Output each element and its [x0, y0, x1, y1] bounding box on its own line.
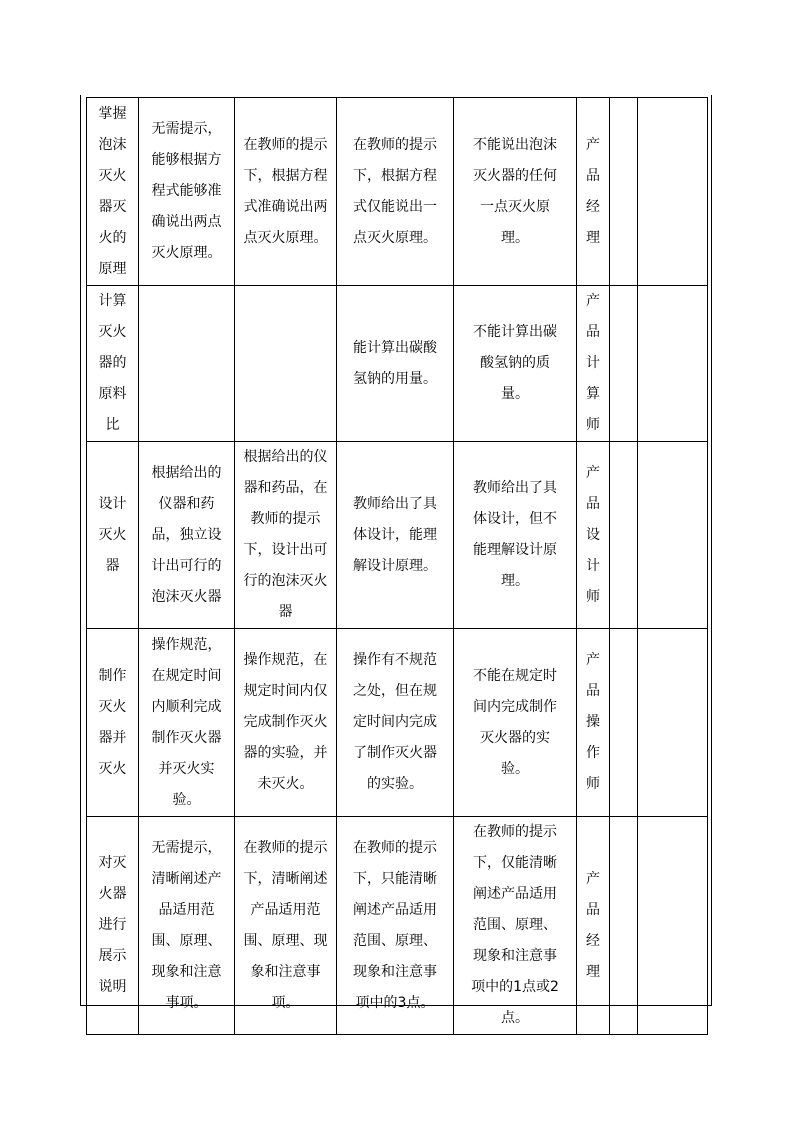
- blank-cell: [610, 98, 638, 286]
- level-b-cell: 根据给出的仪器和药品，在教师的提示下，设计出可行的泡沫灭火器: [235, 442, 337, 629]
- level-b-cell: 在教师的提示下，清晰阐述产品适用范围、原理、现象和注意事项。: [235, 817, 337, 1035]
- level-c-cell: 教师给出了具体设计，能理解设计原理。: [337, 442, 454, 629]
- level-d-cell: 教师给出了具体设计，但不能理解设计原理。: [454, 442, 577, 629]
- table-row: [87, 629, 708, 817]
- evaluation-rubric-table: [86, 97, 708, 1035]
- criterion-cell: 设计灭火器: [87, 442, 139, 629]
- level-c-cell: 在教师的提示下，只能清晰阐述产品适用范围、原理、现象和注意事项中的3点。: [337, 817, 454, 1035]
- table-row: [87, 98, 708, 286]
- role-cell: 产品经理: [577, 98, 610, 286]
- blank-cell: [638, 442, 708, 629]
- level-a-cell: 无需提示，能够根据方程式能够准确说出两点灭火原理。: [139, 98, 235, 286]
- level-b-cell: 在教师的提示下，根据方程式准确说出两点灭火原理。: [235, 98, 337, 286]
- criterion-cell: 对灭火器进行展示说明: [87, 817, 139, 1035]
- level-c-cell: 能计算出碳酸氢钠的用量。: [337, 286, 454, 442]
- role-cell: 产品经理: [577, 817, 610, 1035]
- criterion-cell: 计算灭火器的原料比: [87, 286, 139, 442]
- blank-cell: [638, 286, 708, 442]
- blank-cell: [610, 629, 638, 817]
- criterion-cell: 制作灭火器并灭火: [87, 629, 139, 817]
- blank-cell: [638, 98, 708, 286]
- role-cell: 产品计算师: [577, 286, 610, 442]
- table-row: [87, 286, 708, 442]
- blank-cell: [638, 817, 708, 1035]
- level-d-cell: 在教师的提示下，仅能清晰阐述产品适用范围、原理、现象和注意事项中的1点或2点。: [454, 817, 577, 1035]
- blank-cell: [638, 629, 708, 817]
- role-cell: 产品设计师: [577, 442, 610, 629]
- level-d-cell: 不能计算出碳酸氢钠的质量。: [454, 286, 577, 442]
- level-a-cell: [139, 286, 235, 442]
- level-d-cell: 不能说出泡沫灭火器的任何一点灭火原理。: [454, 98, 577, 286]
- level-b-cell: [235, 286, 337, 442]
- level-b-cell: 操作规范，在规定时间内仅完成制作灭火器的实验，并未灭火。: [235, 629, 337, 817]
- level-a-cell: 无需提示，清晰阐述产品适用范围、原理、现象和注意事项。: [139, 817, 235, 1035]
- table-row: [87, 442, 708, 629]
- table-row: [87, 817, 708, 1035]
- level-a-cell: 操作规范，在规定时间内顺利完成制作灭火器并灭火实验。: [139, 629, 235, 817]
- level-d-cell: 不能在规定时间内完成制作灭火器的实验。: [454, 629, 577, 817]
- level-c-cell: 在教师的提示下，根据方程式仅能说出一点灭火原理。: [337, 98, 454, 286]
- role-cell: 产品操作师: [577, 629, 610, 817]
- criterion-cell: 掌握泡沫灭火器灭火的原理: [87, 98, 139, 286]
- blank-cell: [610, 817, 638, 1035]
- level-c-cell: 操作有不规范之处，但在规定时间内完成了制作灭火器的实验。: [337, 629, 454, 817]
- level-a-cell: 根据给出的仪器和药品，独立设计出可行的泡沫灭火器: [139, 442, 235, 629]
- blank-cell: [610, 286, 638, 442]
- blank-cell: [610, 442, 638, 629]
